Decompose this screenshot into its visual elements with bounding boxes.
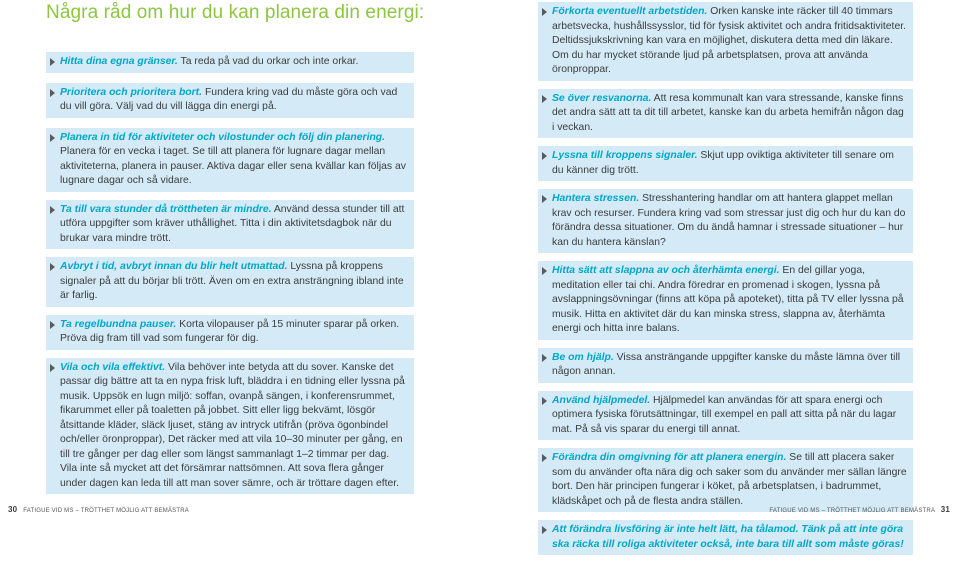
- arrow-bullet-icon: [50, 364, 55, 372]
- arrow-bullet-icon: [542, 8, 547, 16]
- tip-body: Ta reda på vad du orkar och inte orkar.: [180, 56, 359, 67]
- tip-heading: Prioritera och prioritera bort.: [60, 86, 203, 98]
- tip-body: Vissa ansträngande uppgifter kanske du måste lämna över till någon annan.: [552, 351, 901, 377]
- left-page: [0, 0, 480, 519]
- tip-body: Planera för en vecka i taget. Se till att planera för lugnare dagar mellan aktiviteterna, planera in pauser. Aktiva dagar eller sena kvällar kan följas av lugnare dagar och så vidare.: [60, 146, 406, 186]
- arrow-bullet-icon: [542, 195, 547, 203]
- page-number: 31: [940, 505, 950, 514]
- tip-box: [46, 128, 414, 192]
- arrow-bullet-icon: [542, 526, 547, 534]
- tip-box: [46, 83, 414, 118]
- tip-box: [46, 358, 414, 495]
- tip-box: [538, 146, 913, 181]
- arrow-bullet-icon: [50, 206, 55, 214]
- page-number: 30: [8, 505, 18, 514]
- arrow-bullet-icon: [542, 152, 547, 160]
- footer-label: FATIGUE VID MS – TRÖTTHET MÖJLIG ATT BEMÄSTRA: [769, 508, 935, 514]
- arrow-bullet-icon: [542, 95, 547, 103]
- tip-heading: Hitta dina egna gränser.: [60, 56, 178, 67]
- arrow-bullet-icon: [542, 454, 547, 462]
- page-footer: [8, 505, 189, 514]
- tip-box: [538, 2, 913, 81]
- tip-body: En del gillar yoga, meditation eller tai chi. Andra föredrar en promenad i skogen, lyssna på avslappningsövningar (finns att köpa på apoteket), titta på TV eller lyssna på musik. Hitta en aktivitet där du kan minska stress, slappna av, återhämta energi och hitta inre balans.: [552, 265, 904, 334]
- arrow-bullet-icon: [542, 397, 547, 405]
- page-footer: [769, 505, 950, 514]
- tip-heading: Förkorta eventuellt arbetstiden.: [552, 6, 708, 17]
- tip-heading: Lyssna till kroppens signaler.: [552, 150, 698, 161]
- tip-box: [46, 257, 414, 307]
- tip-heading: Hantera stressen.: [552, 193, 640, 204]
- tip-box: [538, 261, 913, 340]
- tip-body: Fundera kring vad du måste göra och vad du vill göra. Välj vad du vill lägga din energi på.: [60, 86, 398, 112]
- tip-box: [46, 315, 414, 350]
- right-page: [480, 0, 960, 550]
- tip-heading: Ta regelbundna pauser.: [60, 318, 177, 330]
- footer-label: FATIGUE VID MS – TRÖTTHET MÖJLIG ATT BEMÄSTRA: [23, 508, 189, 514]
- tip-heading: Vila och vila effektivt.: [60, 361, 166, 373]
- arrow-bullet-icon: [542, 354, 547, 362]
- tip-heading: Avbryt i tid, avbryt innan du blir helt utmattad.: [60, 261, 288, 272]
- tip-body: Använd dessa stunder till att utföra uppgifter som kräver uthållighet. Titta i din aktivitetsdagbok när du brukar vara mindre trött.: [60, 203, 405, 244]
- tip-body: Se till att placera saker som du använder ofta nära dig och saker som du använder mer sällan längre bort. Den här principen fungerar i köket, på arbetsplatsen, i badrummet, klädskåpet och på de flesta andra ställen.: [552, 452, 907, 507]
- page-title: Några råd om hur du kan planera din energi:: [46, 2, 425, 23]
- tip-heading: Planera in tid för aktiviteter och vilostunder och följ din planering.: [60, 131, 386, 143]
- tip-box: [46, 52, 414, 73]
- arrow-bullet-icon: [50, 89, 55, 97]
- closing-box: [538, 520, 913, 555]
- arrow-bullet-icon: [50, 58, 55, 66]
- arrow-bullet-icon: [542, 267, 547, 275]
- right-tips-column: [538, 2, 913, 561]
- tip-box: [538, 189, 913, 253]
- tip-heading: Förändra din omgivning för att planera energin.: [552, 452, 787, 463]
- tip-body: Stresshantering handlar om att hantera glappet mellan krav och resurser. Fundera kring vad som stressar just dig och hur du kan do förändra dessa situationer. Om du ändå hamnar i stressade situationer – hur kan du hantera känslan?: [552, 193, 906, 248]
- arrow-bullet-icon: [50, 321, 55, 329]
- tip-body: Hjälpmedel kan användas för att spara energi och optimera fysiska förutsättningar, till exempel en pall att sitta på när du lagar mat. På så vis sparar du energi till annat.: [552, 394, 897, 435]
- tip-heading: Se över resvanorna.: [552, 92, 652, 104]
- arrow-bullet-icon: [50, 134, 55, 142]
- tip-box: [538, 348, 913, 383]
- arrow-bullet-icon: [50, 263, 55, 271]
- tip-heading: Ta till vara stunder då tröttheten är mindre.: [60, 203, 272, 215]
- closing-text: Att förändra livsföring är inte helt lätt, ha tålamod. Tänk på att inte göra ska räcka till roliga aktiviteter också, inte bara till allt som måste göras!: [552, 524, 904, 550]
- tip-body: Orken kanske inte räcker till 40 timmars arbetsvecka, hushållssysslor, tid för fysisk aktivitet och andra fritidsaktiviteter. Deltidssjukskrivning kan vara en möjlighet, diskutera detta med din läkare. Om du har mycket störande ljud på arbetsplatsen, prova att använda öronproppar.: [552, 6, 907, 75]
- tip-box: [538, 391, 913, 441]
- tip-body: Korta vilopauser på 15 minuter sparar på orken. Pröva dig fram till vad som fungerar för dig.: [60, 318, 400, 344]
- tip-heading: Använd hjälpmedel.: [552, 394, 651, 406]
- tip-box: [46, 200, 414, 250]
- tip-box: [538, 89, 913, 139]
- tip-box: [538, 448, 913, 512]
- tip-body: Vila behöver inte betyda att du sover. Kanske det passar dig bättre att ta en nypa frisk luft, bläddra i en tidning eller lyssna på musik. Uppsök en lugn miljö: soffan, ovanpå sängen, i konferensrummet, fikarummet eller på toaletten på jobbet. Sitt eller ligg bekvämt, lösgör åtsittande kläder, släck ljuset, stäng av intryck utifrån (pröva ögonbindel och/eller öronproppar), Det räcker med att vila 10–30 minuter per gång, en till tre gånger per dag eller som längst sammanlagt 1–2 timmar per dag. Vila inte så mycket att det försämrar nattsömnen. Att sova flera gånger under dagen kan leda till att man sover sämre, och är tröttare dagen efter.: [60, 361, 405, 489]
- tip-body: Att resa kommunalt kan vara stressande, kanske finns det andra sätt att ta dit till arbetet, kanske kan du arbeta hemifrån någon dag i veckan.: [552, 92, 904, 133]
- tip-heading: Be om hjälp.: [552, 351, 614, 363]
- left-tips-column: [46, 52, 414, 500]
- tip-body: Lyssna på kroppens signaler på att du börjar bli trött. Även om en extra ansträngning ibland inte är farlig.: [60, 261, 404, 301]
- tip-body: Skjut upp oviktiga aktiviteter till senare om du känner dig trött.: [552, 150, 894, 176]
- tip-heading: Hitta sätt att slappna av och återhämta energi.: [552, 265, 780, 276]
